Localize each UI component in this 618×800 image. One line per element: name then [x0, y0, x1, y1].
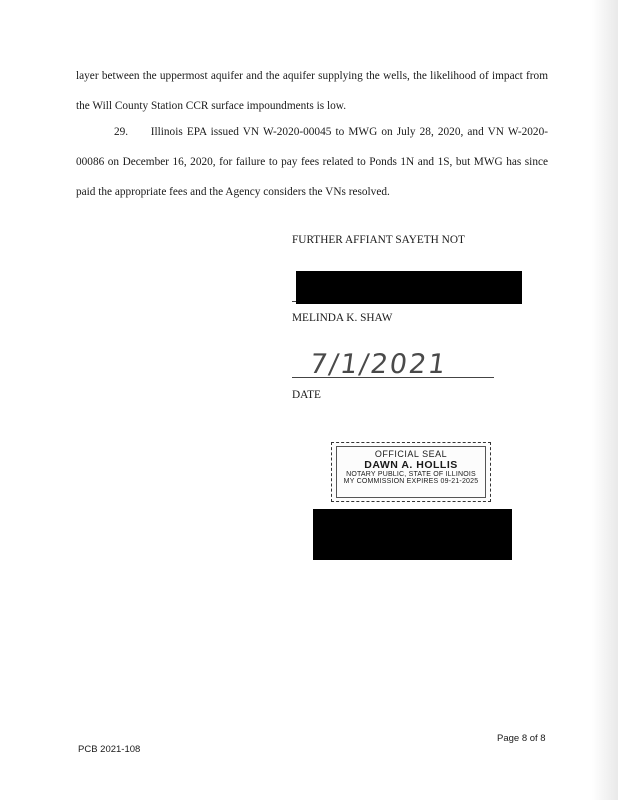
redacted-notary-signature	[313, 509, 512, 560]
scan-edge-shadow	[592, 0, 618, 800]
redacted-signature	[296, 271, 522, 304]
case-number: PCB 2021-108	[78, 744, 141, 755]
seal-title: OFFICIAL SEAL	[374, 449, 448, 459]
date-label: DATE	[292, 389, 321, 401]
paragraph-continuation-text: layer between the uppermost aquifer and the aquifer supplying the wells, the likelihood of impact from the Will County Station CCR surface impoundments is low.	[76, 70, 548, 112]
handwritten-date: 7/1/2021	[307, 349, 450, 380]
seal-notary-name: DAWN A. HOLLIS	[364, 459, 458, 471]
affiant-name: MELINDA K. SHAW	[292, 312, 393, 324]
seal-commission-expiry: MY COMMISSION EXPIRES 09-21-2025	[343, 478, 479, 485]
notary-seal-border	[336, 446, 486, 498]
paragraph-29-text: 29. Illinois EPA issued VN W-2020-00045 to MWG on July 28, 2020, and VN W-2020-00086 on December 16, 2020, for failure to pay fees related to Ponds 1N and 1S, but MWG has since paid the appropriate fees and the Agency considers the VNs resolved.	[76, 126, 548, 198]
seal-notary-public: NOTARY PUBLIC, STATE OF ILLINOIS	[346, 471, 476, 478]
page-number: Page 8 of 8	[497, 733, 546, 744]
paragraph-29	[76, 117, 548, 207]
notary-seal-stamp	[331, 442, 491, 502]
paragraph-continuation	[76, 61, 548, 121]
further-affiant-statement: FURTHER AFFIANT SAYETH NOT	[292, 234, 465, 246]
